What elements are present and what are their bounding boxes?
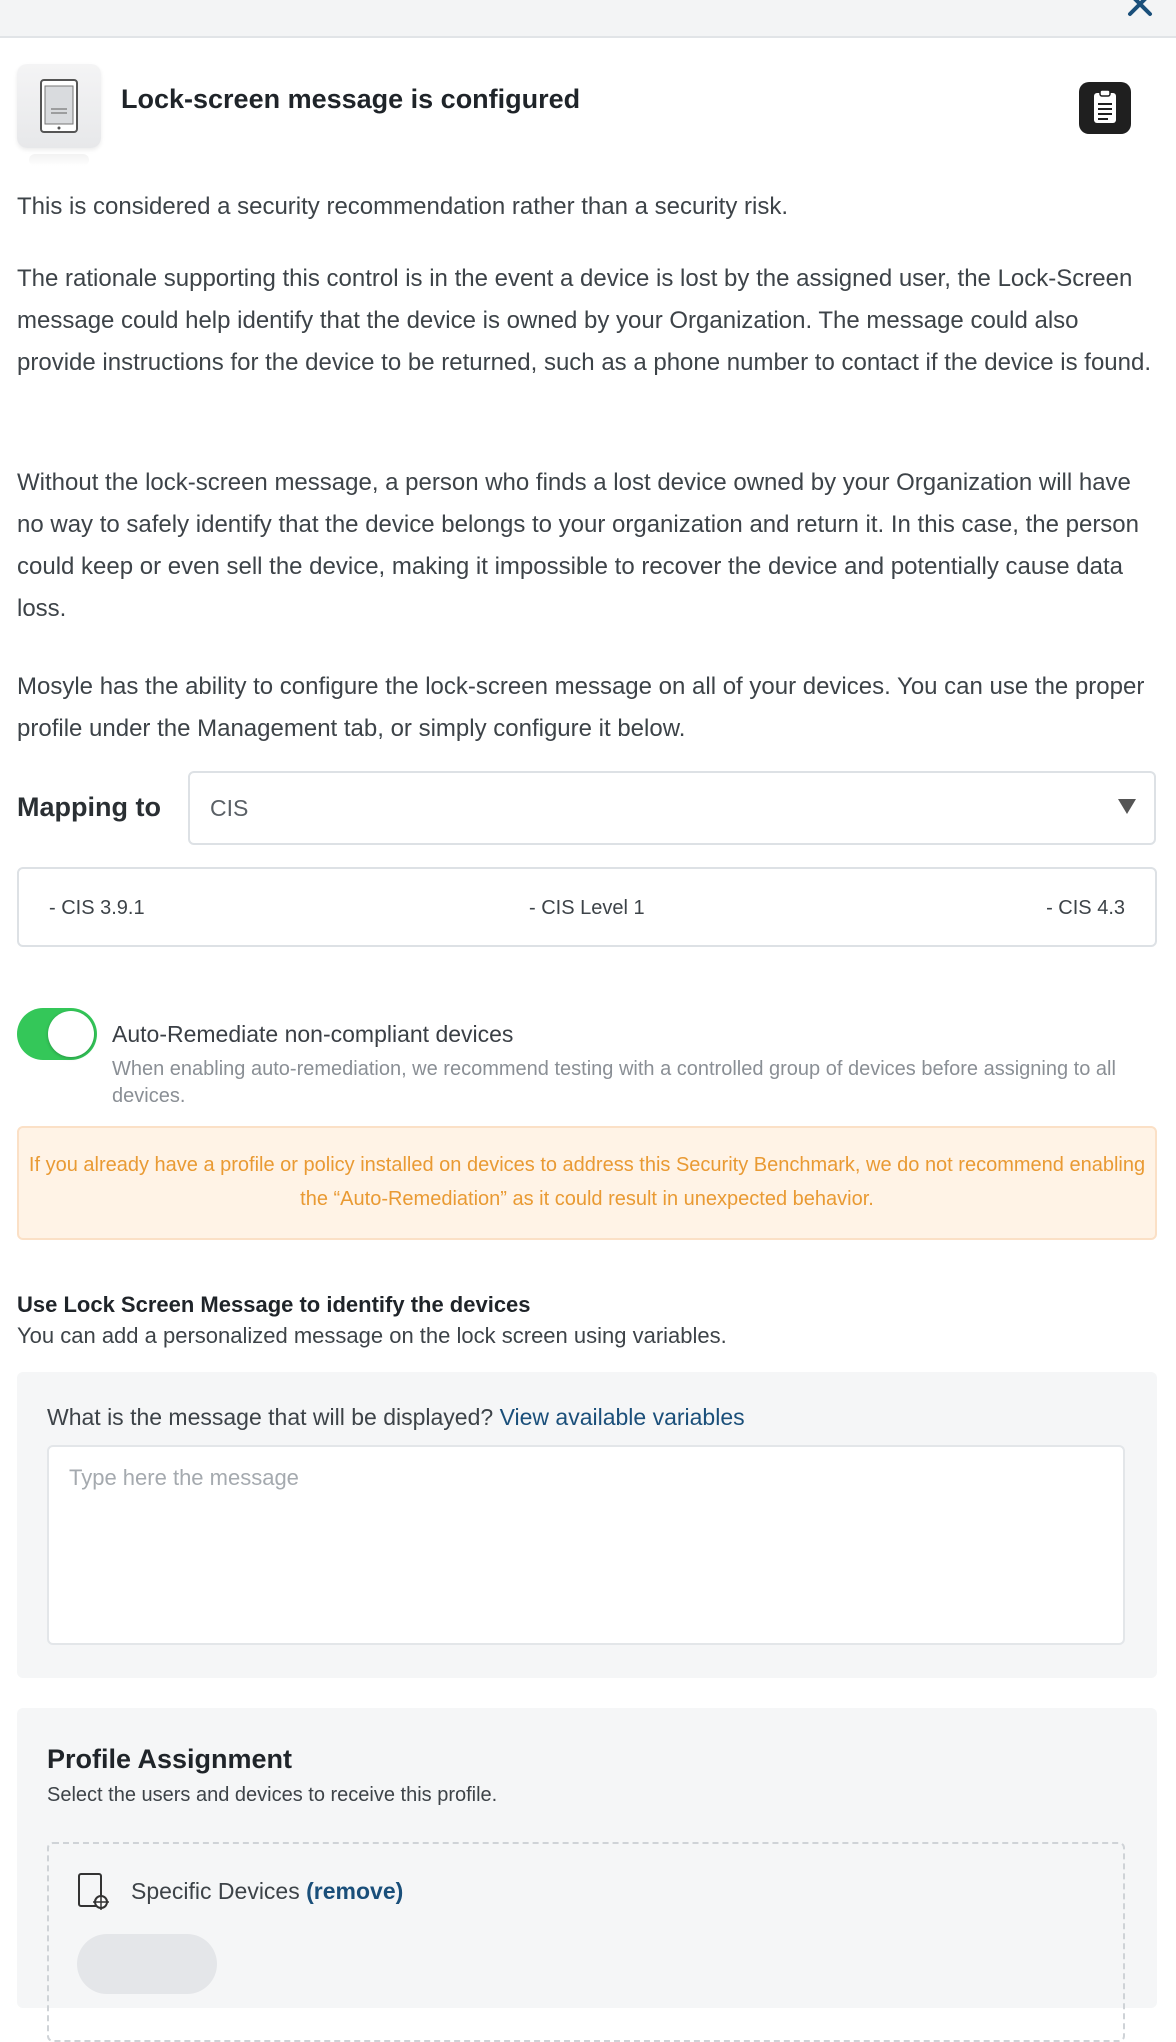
profile-assignment-title: Profile Assignment bbox=[47, 1744, 293, 1774]
mapping-selected-value: CIS bbox=[210, 795, 249, 821]
auto-remediate-help: When enabling auto-remediation, we recommend testing with a controlled group of devices before assigning to all devices. bbox=[112, 1058, 1116, 1107]
clipboard-button[interactable] bbox=[1079, 82, 1131, 134]
select-devices-button[interactable] bbox=[77, 1934, 217, 1994]
mapping-select[interactable] bbox=[188, 771, 1156, 845]
modal-top-bar bbox=[0, 0, 1176, 38]
mapping-tag: - CIS 4.3 bbox=[1046, 897, 1125, 919]
specific-devices-box bbox=[47, 1842, 1125, 2042]
mapping-label: Mapping to bbox=[17, 792, 161, 822]
tablet-device-icon bbox=[17, 64, 101, 148]
mapping-tag: - CIS Level 1 bbox=[529, 897, 645, 919]
view-variables-link[interactable]: View available variables bbox=[499, 1404, 745, 1430]
lock-message-input[interactable] bbox=[47, 1445, 1125, 1645]
message-question-text: What is the message that will be displayed? bbox=[47, 1404, 494, 1430]
chevron-down-icon bbox=[1118, 799, 1136, 814]
lock-message-title: Use Lock Screen Message to identify the devices bbox=[17, 1292, 531, 1317]
profile-assignment-panel bbox=[17, 1708, 1157, 2008]
mapping-tag: - CIS 3.9.1 bbox=[49, 897, 145, 919]
specific-devices-label bbox=[131, 1878, 403, 1905]
specific-devices-text: Specific Devices bbox=[131, 1878, 300, 1904]
page-title: Lock-screen message is configured bbox=[121, 84, 581, 114]
clipboard-icon bbox=[1079, 82, 1131, 134]
close-icon[interactable] bbox=[1122, 0, 1158, 22]
lock-message-panel bbox=[17, 1372, 1157, 1678]
description-paragraph: The rationale supporting this control is in the event a device is lost by the assigned user, the Lock-Screen message could help identify that the device is owned by your Organization. The message could also provide instructions for the device to be returned, such as a phone number to contact if the device is found. bbox=[17, 265, 1151, 376]
auto-remediate-toggle[interactable] bbox=[17, 1008, 97, 1060]
description-paragraph: Mosyle has the ability to configure the lock-screen message on all of your devices. You can use the proper profile under the Management tab, or simply configure it below. bbox=[17, 673, 1145, 742]
profile-assignment-subtitle: Select the users and devices to receive this profile. bbox=[47, 1784, 498, 1806]
remove-link[interactable]: (remove) bbox=[306, 1878, 404, 1904]
toggle-knob bbox=[48, 1011, 94, 1057]
lock-message-subtitle: You can add a personalized message on the lock screen using variables. bbox=[17, 1323, 727, 1348]
mapping-tags bbox=[17, 867, 1157, 947]
description-paragraph: Without the lock-screen message, a person who finds a lost device owned by your Organization will have no way to safely identify that the device belongs to your organization and return it. In this case, the person could keep or even sell the device, making it impossible to recover the device and potentially cause data loss. bbox=[17, 469, 1139, 622]
device-target-icon bbox=[77, 1872, 111, 1912]
warning-banner: If you already have a profile or policy installed on devices to address this Security Benchmark, we do not recommend enabling the “Auto-Remediation” as it could result in unexpected behavior. bbox=[17, 1126, 1157, 1240]
control-header bbox=[17, 64, 1157, 184]
description-paragraph: This is considered a security recommendation rather than a security risk. bbox=[17, 193, 788, 220]
message-question bbox=[47, 1404, 745, 1431]
tile-shadow bbox=[29, 154, 89, 166]
auto-remediate-label: Auto-Remediate non-compliant devices bbox=[112, 1021, 514, 1047]
